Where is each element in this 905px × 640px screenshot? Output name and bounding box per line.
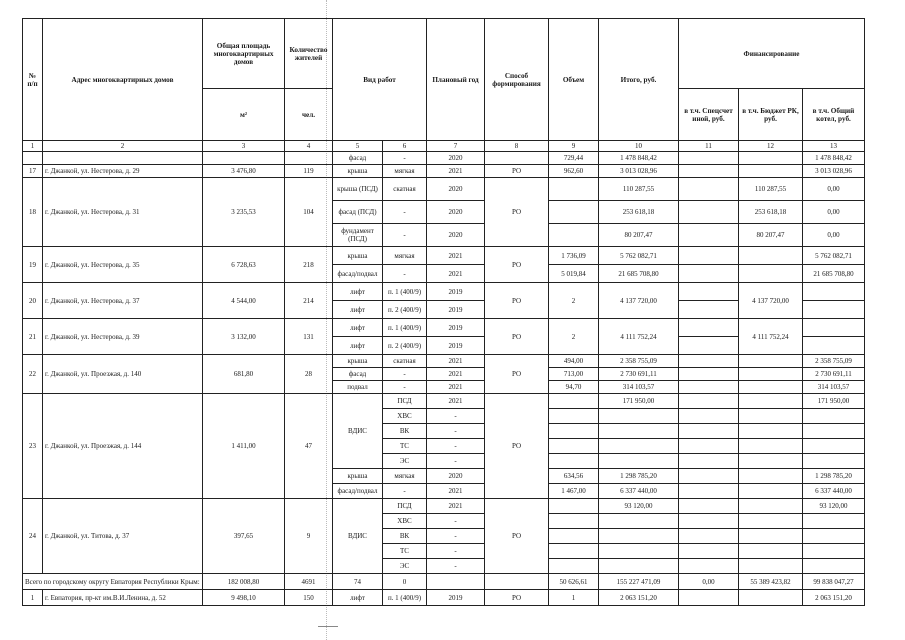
row-no: 19 (23, 247, 43, 283)
total: 110 287,55 (599, 178, 679, 201)
work-subtype: ВК (383, 424, 427, 439)
row-no: 20 (23, 283, 43, 319)
work-type: крыша (333, 165, 383, 178)
total: 3 013 028,96 (599, 165, 679, 178)
work-type: фундамент (ПСД) (333, 224, 383, 247)
table-row (23, 319, 865, 337)
work-subtype: ЭС (383, 454, 427, 469)
work-subtype: п. 1 (400/9) (383, 283, 427, 301)
area: 681,80 (203, 355, 285, 394)
area: 4 544,00 (203, 283, 285, 319)
address: г. Джанкой, ул. Нестерова, д. 35 (43, 247, 203, 283)
residents: 214 (285, 283, 333, 319)
total-col5: 74 (333, 574, 383, 590)
total: 21 685 708,80 (599, 265, 679, 283)
header-unit-area: м² (203, 89, 285, 141)
total-col6: 0 (383, 574, 427, 590)
year: 2020 (427, 469, 485, 484)
work-type: крыша (333, 355, 383, 368)
table-row (23, 590, 865, 606)
work-type-vdis: ВДИС (333, 394, 383, 469)
work-subtype: - (383, 484, 427, 499)
work-type: крыша (333, 247, 383, 265)
colnum: 5 (333, 141, 383, 152)
special: 0,00 (679, 574, 739, 590)
work-subtype: ТС (383, 439, 427, 454)
address: г. Джанкой, ул. Нестерова, д. 31 (43, 178, 203, 247)
total: 4 111 752,24 (599, 319, 679, 355)
work-type: фасад (ПСД) (333, 201, 383, 224)
total: 4 137 720,00 (599, 283, 679, 319)
header-no: № п/п (23, 19, 43, 141)
residents: 9 (285, 499, 333, 574)
method: РО (485, 319, 549, 355)
header-volume: Объем (549, 19, 599, 141)
table-row (23, 165, 865, 178)
work-type: крыша (ПСД) (333, 178, 383, 201)
total: 2 063 151,20 (599, 590, 679, 606)
table-row (23, 247, 865, 265)
volume: 5 019,84 (549, 265, 599, 283)
work-subtype: - (383, 381, 427, 394)
total: 93 120,00 (599, 499, 679, 514)
area: 182 008,80 (203, 574, 285, 590)
common: 0,00 (803, 201, 865, 224)
volume: 634,56 (549, 469, 599, 484)
method: РО (485, 165, 549, 178)
method: РО (485, 283, 549, 319)
address: г. Евпатория, пр-кт им.В.И.Ленина, д. 52 (43, 590, 203, 606)
row-no: 1 (23, 590, 43, 606)
total: 2 358 755,09 (599, 355, 679, 368)
colnum: 11 (679, 141, 739, 152)
year: - (427, 439, 485, 454)
colnum: 3 (203, 141, 285, 152)
work-subtype: скатная (383, 355, 427, 368)
volume: 94,70 (549, 381, 599, 394)
year: 2019 (427, 301, 485, 319)
total: 2 730 691,11 (599, 368, 679, 381)
budget: 80 207,47 (739, 224, 803, 247)
year: 2021 (427, 484, 485, 499)
year: 2019 (427, 283, 485, 301)
year: - (427, 424, 485, 439)
year: 2021 (427, 355, 485, 368)
budget: 4 137 720,00 (739, 283, 803, 319)
table-row (23, 178, 865, 201)
year: - (427, 529, 485, 544)
area: 6 728,63 (203, 247, 285, 283)
header-method: Способ формирования (485, 19, 549, 141)
common: 6 337 440,00 (803, 484, 865, 499)
year: - (427, 514, 485, 529)
document-page (22, 18, 864, 606)
area: 1 411,00 (203, 394, 285, 499)
common: 1 298 785,20 (803, 469, 865, 484)
header-fin-common: в т.ч. Общий котел, руб. (803, 89, 865, 141)
year: - (427, 454, 485, 469)
work-type-vdis: ВДИС (333, 499, 383, 574)
method: РО (485, 355, 549, 394)
work-subtype: - (383, 265, 427, 283)
volume: 2 (549, 319, 599, 355)
work-type: лифт (333, 337, 383, 355)
total-label: Всего по городскому округу Евпатория Республики Крым: (23, 574, 203, 590)
year: 2020 (427, 178, 485, 201)
work-subtype: ВК (383, 529, 427, 544)
work-subtype: п. 1 (400/9) (383, 319, 427, 337)
common: 99 838 047,27 (803, 574, 865, 590)
table-row (23, 394, 865, 409)
header-work: Вид работ (333, 19, 427, 141)
common: 3 013 028,96 (803, 165, 865, 178)
colnum: 6 (383, 141, 427, 152)
total-row (23, 574, 865, 590)
row-no: 21 (23, 319, 43, 355)
colnum: 10 (599, 141, 679, 152)
volume: 713,00 (549, 368, 599, 381)
work-type: фасад (333, 152, 383, 165)
residents: 4691 (285, 574, 333, 590)
table-row (23, 499, 865, 514)
common: 171 950,00 (803, 394, 865, 409)
total: 5 762 082,71 (599, 247, 679, 265)
header-finance: Финансирование (679, 19, 865, 89)
year: 2019 (427, 590, 485, 606)
area: 3 235,53 (203, 178, 285, 247)
header-fin-budget: в т.ч. Бюджет РК, руб. (739, 89, 803, 141)
volume: 1 467,00 (549, 484, 599, 499)
address: г. Джанкой, ул. Титова, д. 37 (43, 499, 203, 574)
work-subtype: мягкая (383, 469, 427, 484)
method: РО (485, 499, 549, 574)
table-row (23, 355, 865, 368)
budget: 55 389 423,82 (739, 574, 803, 590)
work-type: крыша (333, 469, 383, 484)
work-subtype: п. 2 (400/9) (383, 301, 427, 319)
work-subtype: - (383, 368, 427, 381)
total: 1 298 785,20 (599, 469, 679, 484)
header-address: Адрес многоквартирных домов (43, 19, 203, 141)
year: 2019 (427, 319, 485, 337)
total: 155 227 471,09 (599, 574, 679, 590)
work-subtype: мягкая (383, 165, 427, 178)
work-subtype: ЭС (383, 559, 427, 574)
residents: 47 (285, 394, 333, 499)
work-type: лифт (333, 283, 383, 301)
work-subtype: ПСД (383, 394, 427, 409)
work-subtype: ХВС (383, 514, 427, 529)
header-year: Плановый год (427, 19, 485, 141)
header-total: Итого, руб. (599, 19, 679, 141)
year: 2021 (427, 394, 485, 409)
volume: 50 626,61 (549, 574, 599, 590)
address: г. Джанкой, ул. Проезжая, д. 140 (43, 355, 203, 394)
volume: 729,44 (549, 152, 599, 165)
residents: 131 (285, 319, 333, 355)
year: 2021 (427, 381, 485, 394)
work-type: лифт (333, 590, 383, 606)
budget: 4 111 752,24 (739, 319, 803, 355)
address: г. Джанкой, ул. Нестерова, д. 37 (43, 283, 203, 319)
colnum: 12 (739, 141, 803, 152)
common: 21 685 708,80 (803, 265, 865, 283)
area: 9 498,10 (203, 590, 285, 606)
budget: 253 618,18 (739, 201, 803, 224)
row-no: 22 (23, 355, 43, 394)
work-type: лифт (333, 301, 383, 319)
common: 0,00 (803, 224, 865, 247)
residents: 119 (285, 165, 333, 178)
colnum: 9 (549, 141, 599, 152)
year: 2020 (427, 224, 485, 247)
area: 397,65 (203, 499, 285, 574)
area: 3 132,00 (203, 319, 285, 355)
common: 2 063 151,20 (803, 590, 865, 606)
table-row (23, 283, 865, 301)
work-type: лифт (333, 319, 383, 337)
repair-program-table (22, 18, 865, 606)
year: - (427, 409, 485, 424)
residents: 218 (285, 247, 333, 283)
work-type: фасад/подвал (333, 265, 383, 283)
colnum: 13 (803, 141, 865, 152)
budget: 110 287,55 (739, 178, 803, 201)
total: 1 478 848,42 (599, 152, 679, 165)
common: 1 478 848,42 (803, 152, 865, 165)
year: 2019 (427, 337, 485, 355)
header-unit-people: чел. (285, 89, 333, 141)
residents: 150 (285, 590, 333, 606)
year: - (427, 559, 485, 574)
common: 2 358 755,09 (803, 355, 865, 368)
common: 93 120,00 (803, 499, 865, 514)
total: 253 618,18 (599, 201, 679, 224)
year: 2021 (427, 247, 485, 265)
work-subtype: ТС (383, 544, 427, 559)
method: РО (485, 178, 549, 247)
year: 2021 (427, 368, 485, 381)
fold-mark (318, 626, 338, 627)
colnum: 7 (427, 141, 485, 152)
common: 0,00 (803, 178, 865, 201)
table-row (23, 152, 865, 165)
address: г. Джанкой, ул. Нестерова, д. 39 (43, 319, 203, 355)
column-number-row (23, 141, 865, 152)
volume: 1 (549, 590, 599, 606)
year: 2021 (427, 165, 485, 178)
row-no: 17 (23, 165, 43, 178)
volume: 494,00 (549, 355, 599, 368)
year: 2021 (427, 265, 485, 283)
common: 314 103,57 (803, 381, 865, 394)
work-subtype: ПСД (383, 499, 427, 514)
work-subtype: п. 2 (400/9) (383, 337, 427, 355)
work-subtype: - (383, 152, 427, 165)
year: 2020 (427, 201, 485, 224)
volume: 962,60 (549, 165, 599, 178)
header-area: Общая площадь многоквартирных домов (203, 19, 285, 89)
work-type: подвал (333, 381, 383, 394)
header-residents: Количество жителей (285, 19, 333, 89)
colnum: 2 (43, 141, 203, 152)
work-subtype: - (383, 224, 427, 247)
common: 5 762 082,71 (803, 247, 865, 265)
volume: 1 736,09 (549, 247, 599, 265)
work-subtype: мягкая (383, 247, 427, 265)
row-no: 24 (23, 499, 43, 574)
common: 2 730 691,11 (803, 368, 865, 381)
work-subtype: - (383, 201, 427, 224)
year: 2020 (427, 152, 485, 165)
method: РО (485, 394, 549, 499)
colnum: 8 (485, 141, 549, 152)
year: 2021 (427, 499, 485, 514)
total: 171 950,00 (599, 394, 679, 409)
total: 6 337 440,00 (599, 484, 679, 499)
method: РО (485, 247, 549, 283)
area: 3 476,80 (203, 165, 285, 178)
colnum: 1 (23, 141, 43, 152)
work-type: фасад (333, 368, 383, 381)
volume: 2 (549, 283, 599, 319)
method: РО (485, 590, 549, 606)
address: г. Джанкой, ул. Проезжая, д. 144 (43, 394, 203, 499)
total: 314 103,57 (599, 381, 679, 394)
work-subtype: п. 1 (400/9) (383, 590, 427, 606)
total: 80 207,47 (599, 224, 679, 247)
work-type: фасад/подвал (333, 484, 383, 499)
row-no: 18 (23, 178, 43, 247)
header-fin-special: в т.ч. Спецсчет иной, руб. (679, 89, 739, 141)
row-no: 23 (23, 394, 43, 499)
year: - (427, 544, 485, 559)
address: г. Джанкой, ул. Нестерова, д. 29 (43, 165, 203, 178)
residents: 28 (285, 355, 333, 394)
work-subtype: ХВС (383, 409, 427, 424)
colnum: 4 (285, 141, 333, 152)
work-subtype: скатная (383, 178, 427, 201)
residents: 104 (285, 178, 333, 247)
